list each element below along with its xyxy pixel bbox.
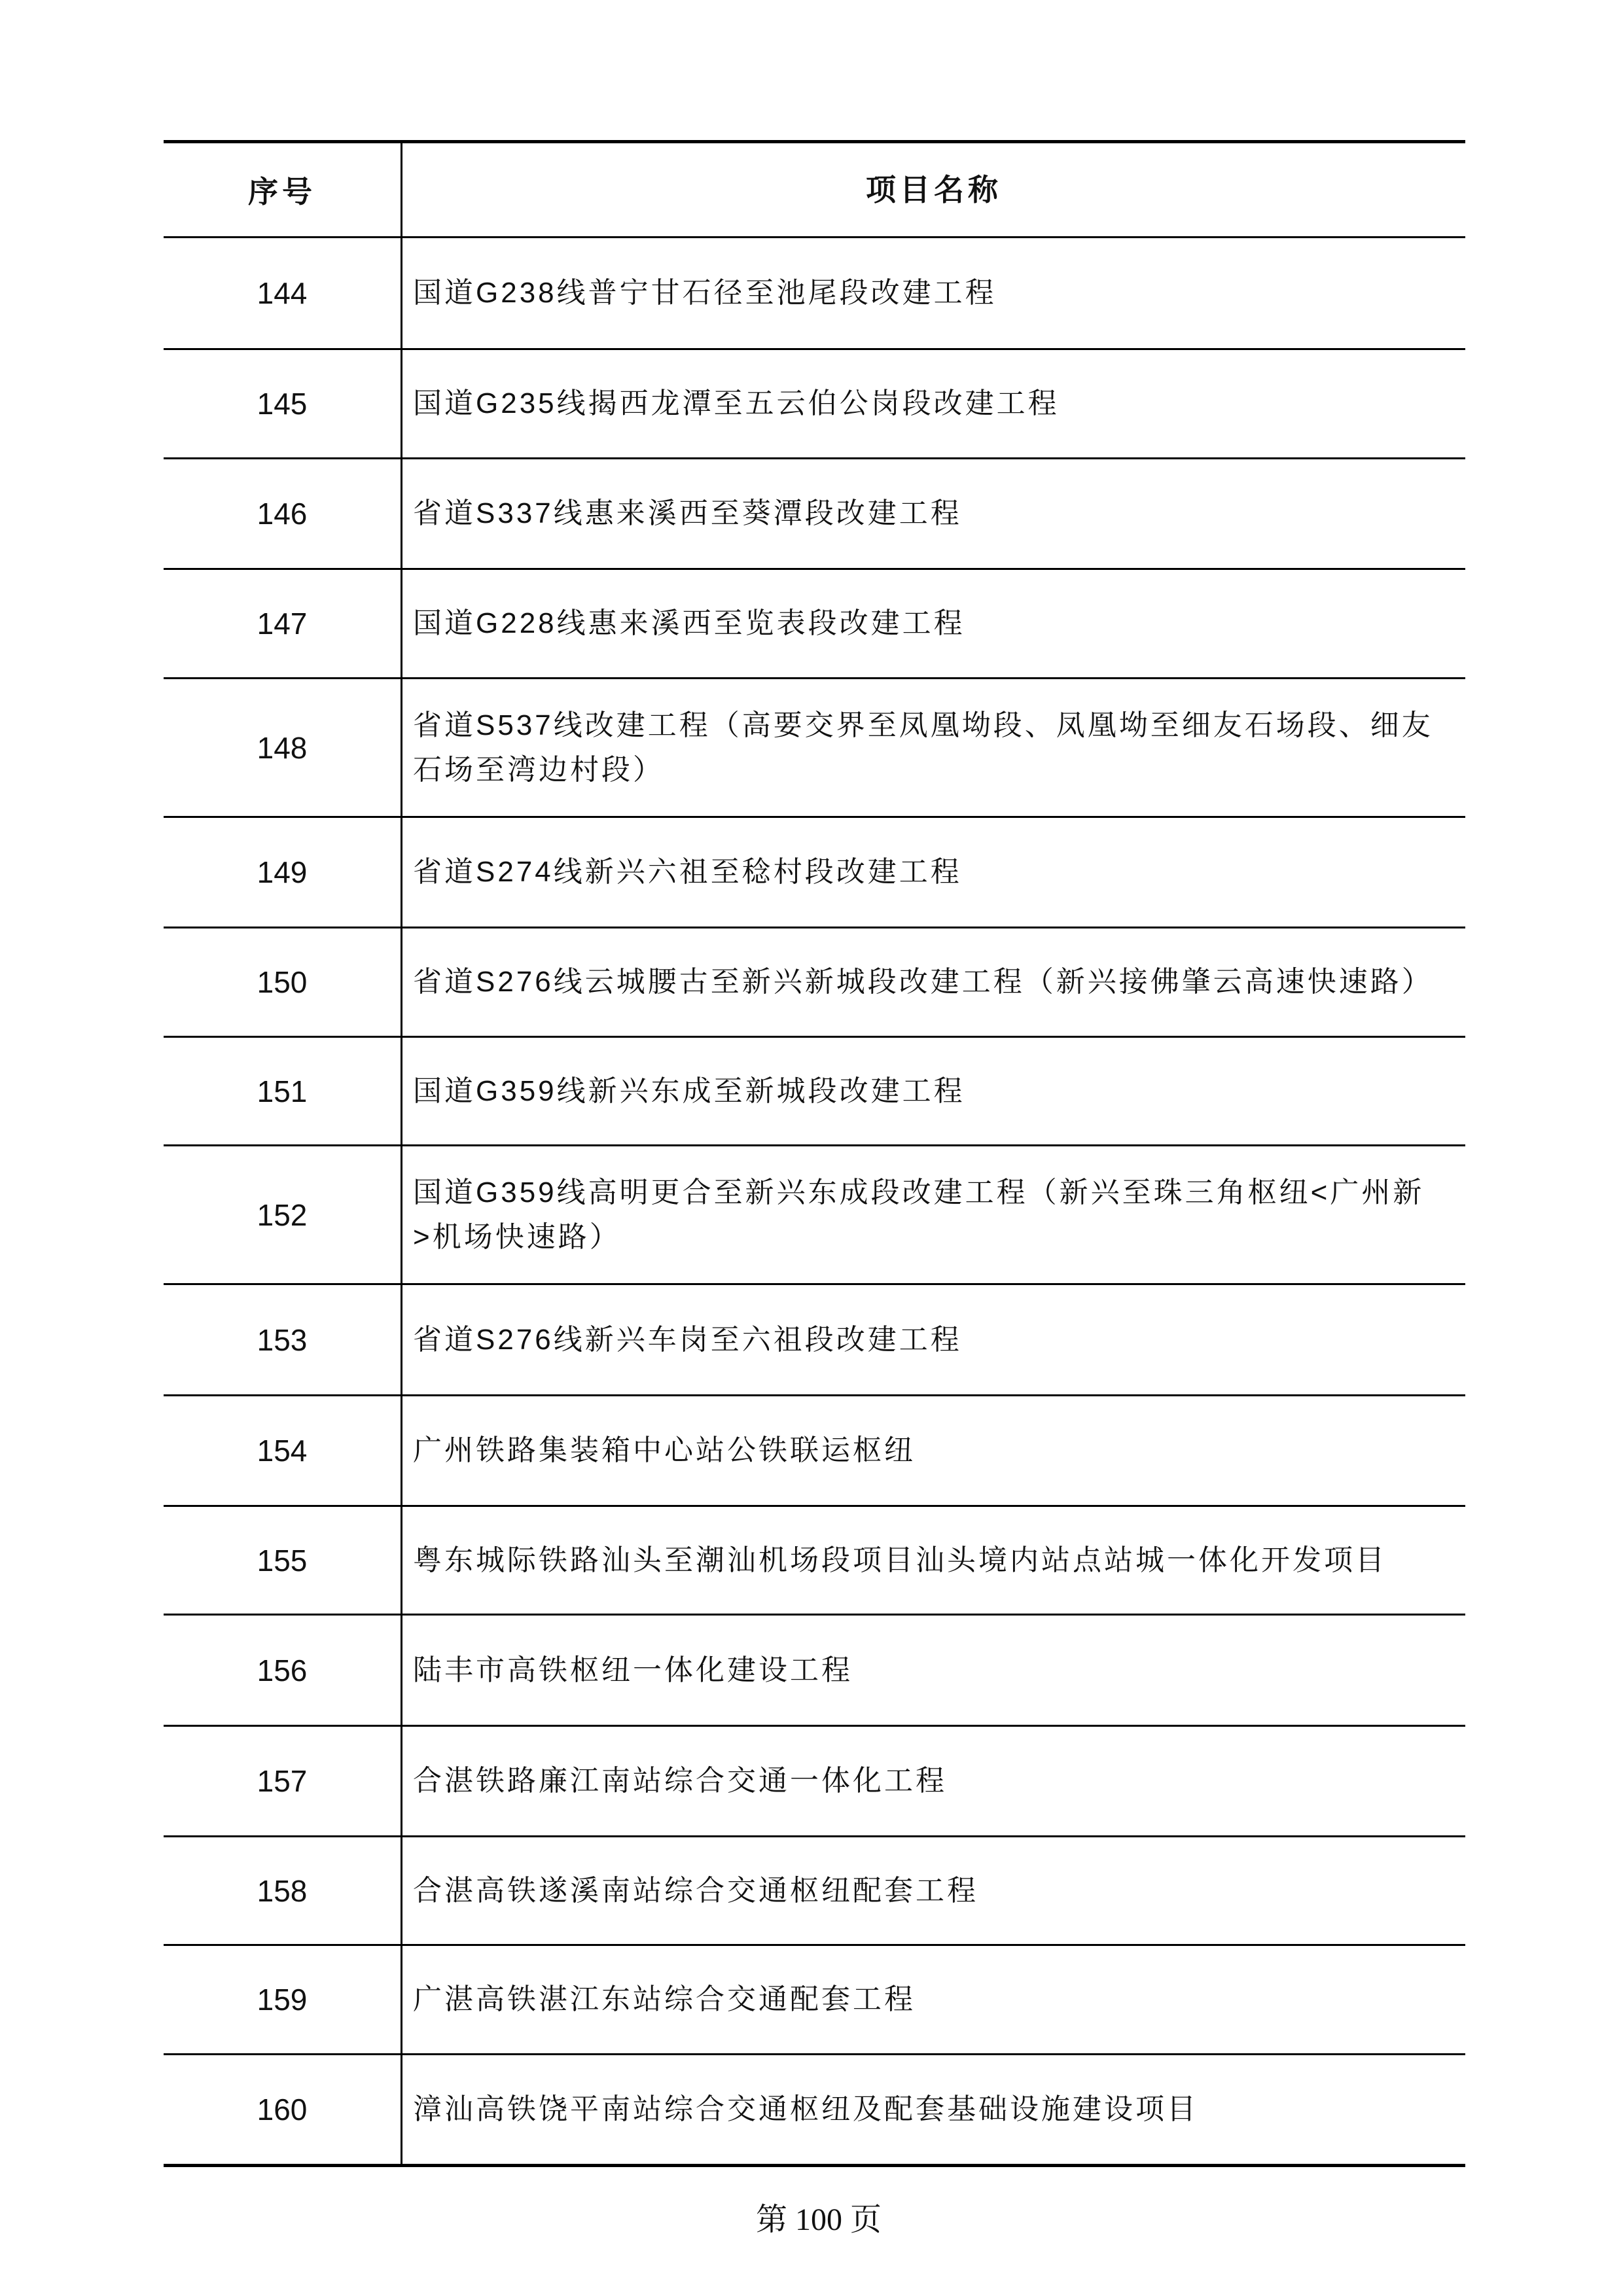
table-row [164, 1144, 1465, 1283]
row-serial-number: 149 [164, 818, 402, 927]
row-project-name: 粤东城际铁路汕头至潮汕机场段项目汕头境内站点站城一体化开发项目 [413, 1544, 1387, 1576]
row-serial-number: 148 [164, 679, 402, 816]
row-serial-number: 153 [164, 1285, 402, 1394]
row-project-name: 国道G228线惠来溪西至览表段改建工程 [413, 607, 965, 639]
project-table [164, 140, 1465, 2167]
row-project-name: 国道G238线普宁甘石径至池尾段改建工程 [413, 277, 997, 309]
table-row [164, 1725, 1465, 1835]
table-header-row [164, 140, 1465, 236]
table-row [164, 1835, 1465, 1944]
row-project-name: 省道S274线新兴六祖至稔村段改建工程 [413, 856, 962, 888]
page-number: 第 100 页 [755, 2202, 882, 2237]
table-row [164, 1614, 1465, 1725]
table-row [164, 816, 1465, 927]
row-project-name: 国道G235线揭西龙潭至五云伯公岗段改建工程 [413, 387, 1060, 419]
row-serial-number: 159 [164, 1946, 402, 2053]
header-project-name: 项目名称 [866, 173, 1002, 207]
row-project-name: 省道S537线改建工程（高要交界至凤凰坳段、凤凰坳至细友石场段、细友石场至湾边村段） [413, 709, 1433, 786]
header-serial-number: 序号 [164, 143, 402, 236]
table-body [164, 236, 1465, 2164]
row-serial-number: 144 [164, 238, 402, 348]
row-project-name: 国道G359线新兴东成至新城段改建工程 [413, 1074, 965, 1107]
row-serial-number: 158 [164, 1837, 402, 1944]
table-row [164, 1944, 1465, 2053]
table-row [164, 927, 1465, 1036]
table-row [164, 1036, 1465, 1144]
row-serial-number: 156 [164, 1616, 402, 1725]
row-project-name: 省道S337线惠来溪西至葵潭段改建工程 [413, 497, 962, 529]
row-serial-number: 154 [164, 1396, 402, 1505]
table-row [164, 568, 1465, 677]
row-project-name: 陆丰市高铁枢纽一体化建设工程 [413, 1653, 853, 1686]
table-row [164, 1283, 1465, 1394]
table-row [164, 457, 1465, 568]
table-row [164, 236, 1465, 348]
table-row [164, 1505, 1465, 1614]
row-serial-number: 157 [164, 1727, 402, 1835]
row-project-name: 广湛高铁湛江东站综合交通配套工程 [413, 1983, 916, 2015]
table-row [164, 1394, 1465, 1505]
row-serial-number: 146 [164, 459, 402, 568]
table-row [164, 348, 1465, 457]
row-serial-number: 152 [164, 1146, 402, 1283]
row-project-name: 合湛铁路廉江南站综合交通一体化工程 [413, 1765, 947, 1797]
table-row [164, 677, 1465, 816]
row-project-name: 漳汕高铁饶平南站综合交通枢纽及配套基础设施建设项目 [413, 2093, 1198, 2125]
row-serial-number: 150 [164, 928, 402, 1036]
row-project-name: 合湛高铁遂溪南站综合交通枢纽配套工程 [413, 1874, 978, 1907]
row-serial-number: 160 [164, 2055, 402, 2164]
row-project-name: 省道S276线云城腰古至新兴新城段改建工程（新兴接佛肇云高速快速路） [413, 966, 1433, 998]
row-serial-number: 151 [164, 1038, 402, 1144]
table-row [164, 2053, 1465, 2164]
row-project-name: 国道G359线高明更合至新兴东成段改建工程（新兴至珠三角枢纽<广州新>机场快速路） [413, 1176, 1425, 1253]
row-serial-number: 147 [164, 570, 402, 677]
row-project-name: 省道S276线新兴车岗至六祖段改建工程 [413, 1323, 962, 1356]
row-serial-number: 145 [164, 350, 402, 457]
row-project-name: 广州铁路集装箱中心站公铁联运枢纽 [413, 1434, 916, 1466]
row-serial-number: 155 [164, 1507, 402, 1614]
